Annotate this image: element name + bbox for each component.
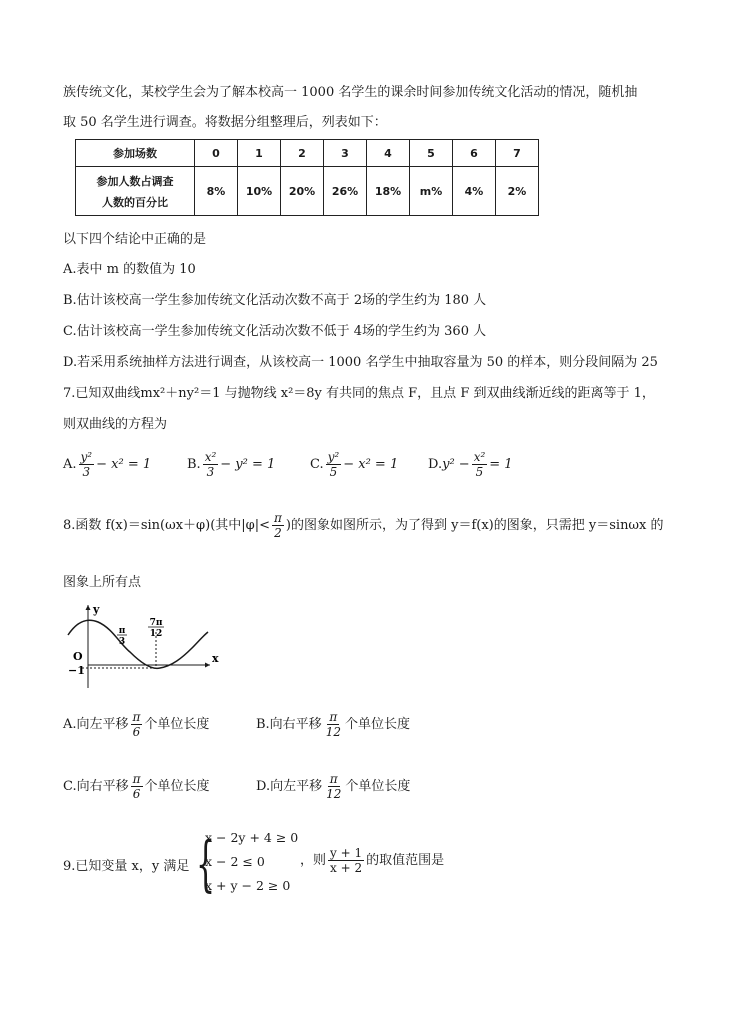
- tick-label-denominator: 3: [118, 637, 126, 647]
- stem-text: )的图象如图所示，为了得到 y＝f(x)的图象，只需把 y＝sinωx 的: [285, 518, 664, 533]
- table-row-percents: [76, 167, 539, 216]
- table-header-label: 参加场数: [76, 140, 195, 167]
- y-axis-arrow: [86, 605, 91, 610]
- inequality-3: x + y − 2 ≥ 0: [205, 878, 291, 893]
- q7-stem-line-2: 则双曲线的方程为: [63, 417, 168, 432]
- table-cell: 5: [410, 140, 453, 167]
- q9-stem-rest: [300, 846, 444, 875]
- intro-line-1: 族传统文化，某校学生会为了解本校高一 1000 名学生的课余时间参加传统文化活动的情况，随机抽: [63, 85, 638, 100]
- q6-stem: 以下四个结论中正确的是: [63, 232, 207, 247]
- numerator: π: [329, 710, 338, 724]
- sine-curve: [68, 620, 208, 668]
- table-cell: 26%: [324, 167, 367, 216]
- table-cell: 7: [496, 140, 539, 167]
- q7-option-d: [428, 450, 513, 479]
- numerator: y²: [80, 450, 93, 464]
- system-brace: {: [196, 829, 216, 899]
- fraction: [79, 450, 95, 479]
- q8-option-b: [256, 710, 410, 739]
- table-cell: 0: [195, 140, 238, 167]
- intro-line-2: 取 50 名学生进行调查。将数据分组整理后，列表如下：: [63, 115, 387, 130]
- inequality-2: x − 2 ≤ 0: [205, 854, 265, 869]
- table-cell: 1: [238, 140, 281, 167]
- stem-text: 8.函数 f(x)＝sin(ωx＋φ)(其中|φ|<: [63, 518, 271, 533]
- option-rest: − x² = 1: [96, 457, 152, 472]
- numerator: π: [132, 772, 141, 786]
- numerator: y + 1: [330, 846, 363, 860]
- origin-label: O: [73, 650, 83, 663]
- option-text: 个单位长度: [144, 779, 210, 794]
- option-label: C.: [310, 457, 324, 472]
- q6-option-a: A.表中 m 的数值为 10: [63, 262, 196, 277]
- stem-text: ，则: [300, 853, 327, 868]
- y-axis-label: y: [93, 603, 100, 616]
- sine-graph: [60, 600, 230, 690]
- denominator: 6: [132, 725, 141, 739]
- inequality-1: x − 2y + 4 ≥ 0: [205, 830, 299, 845]
- x-axis-label: x: [212, 652, 219, 665]
- option-rest: − x² = 1: [343, 457, 399, 472]
- q8-stem-line-1: [63, 511, 664, 540]
- option-label: B.: [187, 457, 201, 472]
- denominator: 12: [326, 787, 342, 801]
- participation-table: [75, 139, 539, 216]
- fraction: [272, 511, 284, 540]
- row-label-line: 参加人数占调查: [96, 174, 174, 188]
- numerator: x²: [204, 450, 217, 464]
- table-cell: m%: [410, 167, 453, 216]
- stem-text: 的取值范围是: [366, 853, 445, 868]
- table-cell: 20%: [281, 167, 324, 216]
- option-text: A.向左平移: [63, 717, 129, 732]
- q8-option-c: [63, 772, 210, 801]
- option-text: D.向左平移: [256, 779, 323, 794]
- option-text: 个单位长度: [144, 717, 210, 732]
- q6-option-d: D.若采用系统抽样方法进行调查，从该校高一 1000 名学生中抽取容量为 50 的样本，则分段间隔为 25: [63, 355, 658, 370]
- tick-label-numerator: 7π: [149, 618, 163, 628]
- table-cell: 6: [453, 140, 496, 167]
- q7-option-c: [310, 450, 398, 479]
- q7-stem-line-1: 7.已知双曲线mx²＋ny²＝1 与抛物线 x²＝8y 有共同的焦点 F，且点 F 到双曲线渐近线的距离等于 1，: [63, 386, 655, 401]
- q9-stem-pre: 9.已知变量 x，y 满足: [63, 859, 190, 874]
- option-label: A.: [63, 457, 77, 472]
- table-cell: 2: [281, 140, 324, 167]
- denominator: 3: [82, 465, 91, 479]
- option-rest: = 1: [489, 457, 513, 472]
- option-pre: y² −: [442, 457, 470, 472]
- fraction: [131, 710, 143, 739]
- table-cell: 8%: [195, 167, 238, 216]
- option-text: 个单位长度: [344, 717, 410, 732]
- q7-option-b: [187, 450, 275, 479]
- denominator: 2: [274, 526, 282, 540]
- denominator: 3: [206, 465, 215, 479]
- option-text: C.向右平移: [63, 779, 129, 794]
- option-text: B.向右平移: [256, 717, 322, 732]
- tick-label-denominator: 12: [149, 629, 163, 639]
- numerator: y²: [327, 450, 340, 464]
- row-label-line: 人数的百分比: [102, 195, 168, 209]
- fraction: [131, 772, 143, 801]
- numerator: π: [132, 710, 141, 724]
- fraction: [203, 450, 219, 479]
- numerator: x²: [473, 450, 486, 464]
- option-text: 个单位长度: [345, 779, 411, 794]
- table-cell: 4%: [453, 167, 496, 216]
- table-cell: 2%: [496, 167, 539, 216]
- table-cell: 18%: [367, 167, 410, 216]
- y-min-label: −1: [68, 664, 85, 677]
- table-cell: 3: [324, 140, 367, 167]
- numerator: π: [274, 511, 282, 525]
- denominator: 6: [132, 787, 141, 801]
- x-axis-arrow: [205, 663, 210, 668]
- table-row-counts: [76, 140, 539, 167]
- q6-option-b: B.估计该校高一学生参加传统文化活动次数不高于 2场的学生约为 180 人: [63, 293, 487, 308]
- table-cell: 10%: [238, 167, 281, 216]
- fraction: [324, 710, 343, 739]
- denominator: 5: [329, 465, 338, 479]
- q8-stem-line-2: 图象上所有点: [63, 575, 142, 590]
- tick-label-numerator: π: [118, 626, 126, 636]
- numerator: π: [329, 772, 338, 786]
- fraction: [472, 450, 488, 479]
- denominator: 12: [325, 725, 341, 739]
- q8-option-a: [63, 710, 209, 739]
- q6-option-c: C.估计该校高一学生参加传统文化活动次数不低于 4场的学生约为 360 人: [63, 324, 487, 339]
- fraction: [328, 846, 364, 875]
- q8-option-d: [256, 772, 410, 801]
- fraction: [326, 450, 342, 479]
- q7-option-a: [63, 450, 151, 479]
- option-label: D.: [428, 457, 443, 472]
- denominator: 5: [475, 465, 484, 479]
- option-rest: − y² = 1: [220, 457, 276, 472]
- fraction: [324, 772, 343, 801]
- denominator: x + 2: [330, 861, 363, 875]
- table-row-label: [76, 167, 195, 216]
- table-cell: 4: [367, 140, 410, 167]
